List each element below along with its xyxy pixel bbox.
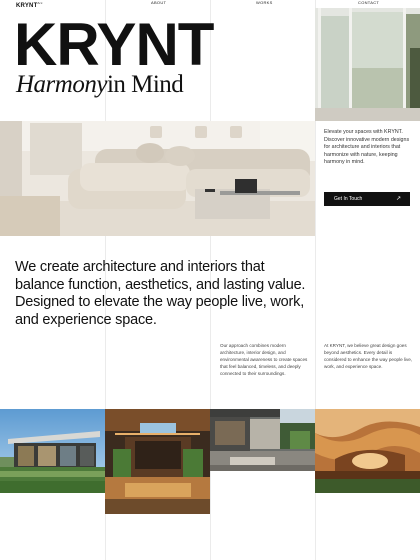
hero-subtitle-italic: Harmony	[16, 71, 107, 98]
gallery-image-atrium[interactable]	[105, 409, 210, 514]
philosophy-paragraph: At KRYNT, we believe great design goes beyond aesthetics. Every detail is considered to enhance the way people live, work, and experience space.	[324, 343, 413, 369]
nav-link-about[interactable]: ABOUT	[151, 0, 167, 5]
logo-suffix: Arc	[37, 1, 43, 5]
top-nav	[0, 0, 420, 8]
get-in-touch-button[interactable]	[324, 192, 410, 206]
logo-text: KRYNT	[16, 3, 38, 9]
window-interior-image	[315, 8, 420, 121]
nav-link-works[interactable]: WORKS	[256, 0, 273, 5]
nav-link-contact[interactable]: CONTACT	[358, 0, 380, 5]
hero-title: KRYNT	[14, 11, 214, 78]
intro-text: Elevate your spaces with KRYNT. Discover innovative modern designs for architecture and interiors that harmonize with nature, keeping harmony in mind.	[324, 129, 410, 165]
logo[interactable]	[16, 0, 43, 10]
arrow-up-right-icon: ↗	[395, 196, 401, 202]
mission-statement: We create architecture and interiors that balance function, aesthetics, and lasting value. Designed to elevate the way people live, work, and experience space.	[15, 259, 306, 328]
hero-subtitle	[16, 70, 183, 100]
approach-paragraph: Our approach combines modern architecture, interior design, and environmental awareness to create spaces that feel balanced, timeless, and deeply connected to their surroundings.	[220, 343, 308, 376]
living-room-image	[0, 121, 315, 236]
gallery-image-modern-house[interactable]	[0, 409, 105, 493]
cta-label: Get In Touch	[334, 196, 363, 202]
gallery-image-organic-interior[interactable]	[315, 409, 420, 493]
gallery-image-courtyard[interactable]	[210, 409, 315, 471]
hero-subtitle-rest: in Mind	[106, 71, 184, 98]
